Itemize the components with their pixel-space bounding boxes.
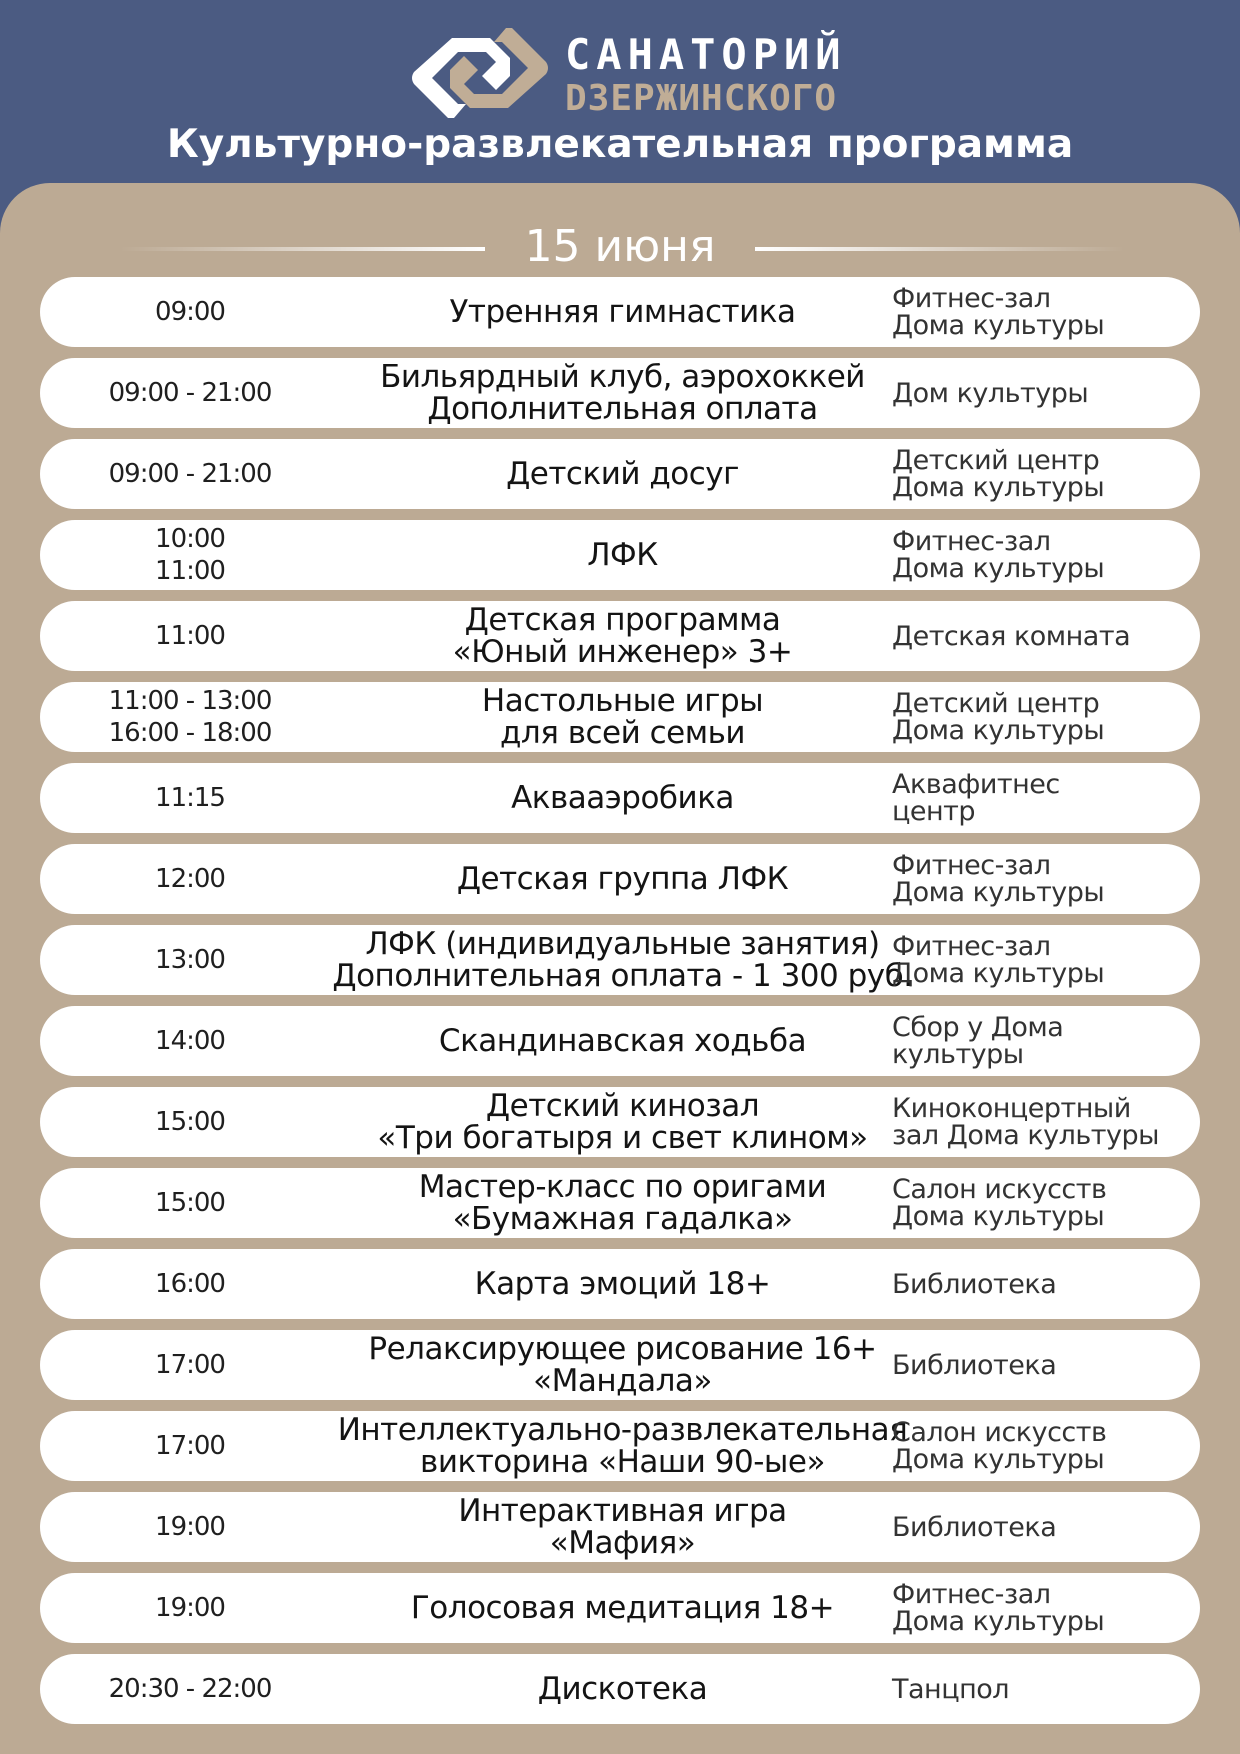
time-cell-line: 12:00 xyxy=(155,864,225,894)
event-cell-line: Дискотека xyxy=(537,1671,708,1707)
place-cell-line: Дома культуры xyxy=(892,310,1105,341)
event-cell xyxy=(290,1492,955,1562)
time-cell-line: 15:00 xyxy=(155,1107,225,1137)
schedule-row xyxy=(40,763,1200,833)
time-cell-line: 10:00 xyxy=(155,524,225,554)
event-cell xyxy=(290,1006,955,1076)
schedule-row xyxy=(40,520,1200,590)
place-cell xyxy=(892,277,1192,347)
event-cell-line: Бильярдный клуб, аэрохоккей xyxy=(380,359,865,395)
event-cell xyxy=(290,601,955,671)
schedule-row xyxy=(40,1087,1200,1157)
date-heading xyxy=(0,199,1240,272)
place-cell-line: Аквафитнес xyxy=(892,769,1060,800)
event-cell-line: Детская программа xyxy=(464,602,781,638)
place-cell xyxy=(892,1006,1192,1076)
event-cell xyxy=(290,358,955,428)
place-cell-line: Дома культуры xyxy=(892,1606,1105,1637)
schedule-row xyxy=(40,1573,1200,1643)
place-cell xyxy=(892,1087,1192,1157)
place-cell xyxy=(892,1492,1192,1562)
place-cell-line: Фитнес-зал xyxy=(892,283,1051,314)
event-cell xyxy=(290,925,955,995)
schedule-row xyxy=(40,682,1200,752)
time-cell xyxy=(65,1654,315,1724)
place-cell-line: Дома культуры xyxy=(892,877,1105,908)
time-cell xyxy=(65,763,315,833)
place-cell xyxy=(892,1168,1192,1238)
schedule-row xyxy=(40,925,1200,995)
event-cell-line: Дополнительная оплата xyxy=(427,391,818,427)
time-cell-line: 19:00 xyxy=(155,1512,225,1542)
page-title: Культурно-развлекательная программа xyxy=(166,122,1074,167)
event-cell-line: «Мандала» xyxy=(533,1363,712,1399)
time-cell xyxy=(65,1168,315,1238)
place-cell-line: Дом культуры xyxy=(892,377,1089,409)
event-cell-line: ЛФК (индивидуальные занятия) xyxy=(365,926,880,962)
time-cell xyxy=(65,1006,315,1076)
place-cell xyxy=(892,1249,1192,1319)
time-cell-line: 09:00 xyxy=(155,297,225,327)
event-cell-line: Карта эмоций 18+ xyxy=(474,1266,771,1302)
place-cell-line: Фитнес-зал xyxy=(892,1579,1051,1610)
schedule-row xyxy=(40,844,1200,914)
place-cell xyxy=(892,844,1192,914)
place-cell-line: Фитнес-зал xyxy=(892,931,1051,962)
schedule-row xyxy=(40,1168,1200,1238)
time-cell-line: 16:00 - 18:00 xyxy=(108,718,272,748)
place-cell-line: Библиотека xyxy=(892,1349,1057,1381)
event-cell xyxy=(290,1087,955,1157)
schedule-row xyxy=(40,1654,1200,1724)
chain-link-logo-icon xyxy=(410,18,550,128)
place-cell-line: Салон искусств xyxy=(892,1417,1107,1448)
event-cell-line: Детский кинозал xyxy=(485,1088,760,1124)
place-cell-line: Фитнес-зал xyxy=(892,850,1051,881)
schedule-row xyxy=(40,358,1200,428)
place-cell xyxy=(892,358,1192,428)
schedule-row xyxy=(40,1006,1200,1076)
event-cell-line: «Три богатыря и свет клином» xyxy=(377,1120,868,1156)
event-cell xyxy=(290,844,955,914)
place-cell xyxy=(892,520,1192,590)
time-cell-line: 14:00 xyxy=(155,1026,225,1056)
time-cell-line: 20:30 - 22:00 xyxy=(108,1674,272,1704)
time-cell-line: 11:00 - 13:00 xyxy=(108,686,272,716)
schedule-list xyxy=(40,277,1200,1735)
event-cell xyxy=(290,1330,955,1400)
place-cell xyxy=(892,763,1192,833)
event-cell xyxy=(290,439,955,509)
time-cell xyxy=(65,682,315,752)
schedule-row xyxy=(40,1492,1200,1562)
sanatorium-logo xyxy=(410,18,847,128)
event-cell-line: Мастер-класс по оригами xyxy=(418,1169,827,1205)
event-cell-line: ЛФК xyxy=(587,537,658,573)
event-cell-line: «Мафия» xyxy=(549,1525,696,1561)
place-cell xyxy=(892,682,1192,752)
event-cell-line: Утренняя гимнастика xyxy=(449,294,796,330)
place-cell-line: Библиотека xyxy=(892,1268,1057,1300)
place-cell-line: Детский центр xyxy=(892,445,1100,476)
place-cell-line: зал Дома культуры xyxy=(892,1120,1159,1151)
time-cell xyxy=(65,358,315,428)
event-cell-line: для всей семьи xyxy=(499,715,746,751)
place-cell-line: Фитнес-зал xyxy=(892,526,1051,557)
logo-line-1: САНАТОРИЙ xyxy=(565,30,847,79)
time-cell-line: 15:00 xyxy=(155,1188,225,1218)
time-cell xyxy=(65,520,315,590)
place-cell-line: Киноконцертный xyxy=(892,1093,1131,1124)
place-cell-line: Дома культуры xyxy=(892,472,1105,503)
event-cell xyxy=(290,1411,955,1481)
schedule-row xyxy=(40,1249,1200,1319)
time-cell xyxy=(65,601,315,671)
time-cell-line: 09:00 - 21:00 xyxy=(108,459,272,489)
logo-line-2: DЗЕРЖИНСКОГО xyxy=(565,78,838,119)
place-cell xyxy=(892,925,1192,995)
place-cell-line: Детский центр xyxy=(892,688,1100,719)
event-cell xyxy=(290,520,955,590)
event-cell-line: «Юный инженер» 3+ xyxy=(452,634,793,670)
event-cell-line: Скандинавская ходьба xyxy=(438,1023,807,1059)
event-cell-line: Детская группа ЛФК xyxy=(456,861,789,897)
time-cell-line: 16:00 xyxy=(155,1269,225,1299)
event-cell xyxy=(290,1168,955,1238)
time-cell-line: 13:00 xyxy=(155,945,225,975)
place-cell-line: Танцпол xyxy=(892,1673,1009,1705)
time-cell-line: 17:00 xyxy=(155,1431,225,1461)
place-cell xyxy=(892,439,1192,509)
time-cell-line: 09:00 - 21:00 xyxy=(108,378,272,408)
schedule-row xyxy=(40,601,1200,671)
place-cell-line: Детская комната xyxy=(892,620,1131,652)
event-cell-line: «Бумажная гадалка» xyxy=(452,1201,793,1237)
place-cell-line: Салон искусств xyxy=(892,1174,1107,1205)
event-cell-line: Интерактивная игра xyxy=(458,1493,787,1529)
event-cell xyxy=(290,1654,955,1724)
place-cell xyxy=(892,1330,1192,1400)
time-cell xyxy=(65,1087,315,1157)
event-cell-line: Аквааэробика xyxy=(511,780,734,816)
event-cell xyxy=(290,1573,955,1643)
time-cell xyxy=(65,439,315,509)
place-cell-line: Дома культуры xyxy=(892,958,1105,989)
event-cell-line: Дополнительная оплата - 1 300 руб. xyxy=(332,958,913,994)
schedule-row xyxy=(40,277,1200,347)
event-cell xyxy=(290,277,955,347)
time-cell-line: 11:00 xyxy=(155,556,225,586)
event-cell-line: Настольные игры xyxy=(481,683,764,719)
schedule-row xyxy=(40,1411,1200,1481)
place-cell-line: центр xyxy=(892,796,976,827)
place-cell-line: культуры xyxy=(892,1039,1024,1070)
event-cell xyxy=(290,1249,955,1319)
time-cell xyxy=(65,844,315,914)
place-cell xyxy=(892,601,1192,671)
event-cell xyxy=(290,682,955,752)
time-cell xyxy=(65,1492,315,1562)
time-cell xyxy=(65,1249,315,1319)
event-cell-line: Интеллектуально-развлекательная xyxy=(337,1412,908,1448)
time-cell-line: 19:00 xyxy=(155,1593,225,1623)
event-cell-line: Голосовая медитация 18+ xyxy=(410,1590,835,1626)
place-cell-line: Сбор у Дома xyxy=(892,1012,1064,1043)
time-cell xyxy=(65,1573,315,1643)
event-cell-line: викторина «Наши 90-ые» xyxy=(420,1444,825,1480)
time-cell-line: 11:15 xyxy=(155,783,225,813)
place-cell-line: Дома культуры xyxy=(892,553,1105,584)
place-cell xyxy=(892,1411,1192,1481)
place-cell-line: Библиотека xyxy=(892,1511,1057,1543)
time-cell xyxy=(65,925,315,995)
header xyxy=(0,0,1240,185)
event-cell-line: Релаксирующее рисование 16+ xyxy=(368,1331,877,1367)
place-cell-line: Дома культуры xyxy=(892,715,1105,746)
event-cell xyxy=(290,763,955,833)
schedule-row xyxy=(40,1330,1200,1400)
place-cell xyxy=(892,1654,1192,1724)
event-cell-line: Детский досуг xyxy=(506,456,739,492)
time-cell-line: 11:00 xyxy=(155,621,225,651)
schedule-panel xyxy=(0,183,1240,1754)
place-cell xyxy=(892,1573,1192,1643)
place-cell-line: Дома культуры xyxy=(892,1444,1105,1475)
place-cell-line: Дома культуры xyxy=(892,1201,1105,1232)
time-cell xyxy=(65,277,315,347)
date-label: 15 июня xyxy=(524,221,716,272)
schedule-row xyxy=(40,439,1200,509)
time-cell xyxy=(65,1411,315,1481)
time-cell xyxy=(65,1330,315,1400)
time-cell-line: 17:00 xyxy=(155,1350,225,1380)
